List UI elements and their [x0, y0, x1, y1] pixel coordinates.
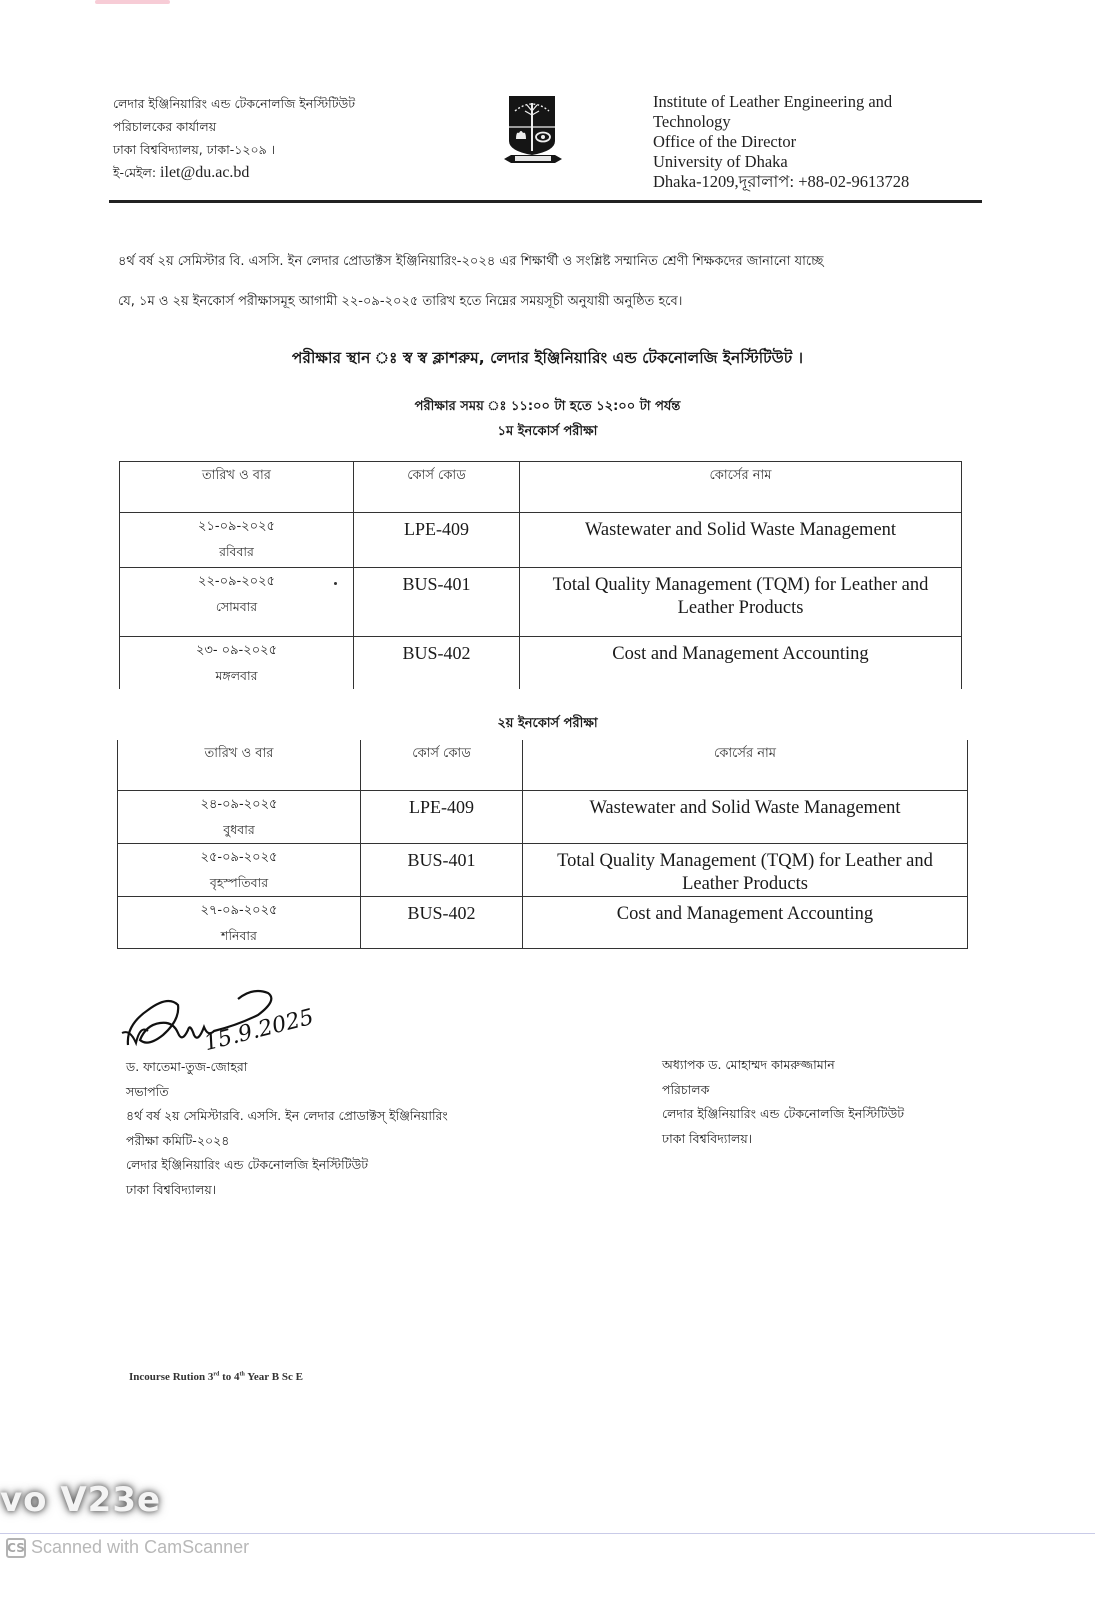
footer-text: to 4 [219, 1371, 240, 1383]
signature-block-chairperson [126, 1055, 448, 1202]
table-row [118, 791, 968, 844]
course-name: Cost and Management Accounting [616, 904, 874, 924]
exam-date: ২৫-০৯-২০২৫ [200, 850, 278, 865]
document-footer-note [129, 1371, 303, 1383]
date-day-cell [120, 568, 354, 637]
header-divider [109, 200, 982, 203]
column-header-course-code: কোর্স কোড [361, 740, 523, 791]
column-header-date-day: তারিখ ও বার [118, 740, 361, 791]
date-day-cell [118, 791, 361, 844]
signature-line: পরিচালক [662, 1081, 710, 1097]
signature-line: ড. ফাতেমা-তুজ-জোহরা [126, 1059, 248, 1074]
header-left-line: পরিচালকের কার্যালয় [113, 119, 217, 134]
email-address: ilet@du.ac.bd [160, 164, 250, 181]
course-code-cell [354, 513, 520, 568]
course-name-cell [523, 897, 968, 949]
signature-line: ৪র্থ বর্ষ ২য় সেমিস্টারবি. এসসি. ইন লেদার প্রোডাক্টস্ ইঞ্জিনিয়ারিং [126, 1108, 448, 1123]
course-name: Wastewater and Solid Waste Management [589, 798, 901, 818]
course-code: LPE-409 [409, 797, 474, 817]
exam-day: রবিবার [219, 544, 254, 559]
course-code: BUS-402 [402, 643, 471, 663]
course-code: LPE-409 [404, 519, 469, 539]
course-code: BUS-401 [402, 574, 471, 594]
signature-line: লেদার ইঞ্জিনিয়ারিং এন্ড টেকনোলজি ইনস্টিটিউট [126, 1157, 369, 1172]
date-day-cell [120, 637, 354, 690]
schedule-table-second-incourse [117, 740, 968, 949]
camscanner-footer [6, 1537, 249, 1558]
footer-text: Incourse Rution 3 [129, 1371, 214, 1383]
schedule-table-first-incourse [119, 461, 962, 689]
column-header-course-name: কোর্সের নাম [523, 740, 968, 791]
signature-date: 15.9.2025 [201, 1004, 317, 1057]
exam-day: মঙ্গলবার [215, 668, 258, 683]
column-header-date-day: তারিখ ও বার [120, 462, 354, 513]
exam-time: পরীক্ষার সময় ঃ ১১:০০ টা হতে ১২:০০ টা পর্যন্ত [414, 399, 681, 414]
course-name-cell [520, 568, 962, 637]
table-row [120, 637, 962, 690]
camera-watermark: vo V23e [0, 1480, 162, 1520]
intro-line: যে, ১ম ও ২য় ইনকোর্স পরীক্ষাসমূহ আগামী ২২-০৯-২০২৫ তারিখ হতে নিম্নের সময়সূচী অনুযায়ী অনুষ্ঠিত হবে। [118, 294, 683, 309]
course-name-cell [520, 637, 962, 690]
table-row [118, 897, 968, 949]
header-left-line: ঢাকা বিশ্ববিদ্যালয়, ঢাকা-১২০৯ । [113, 142, 276, 157]
course-code-cell [361, 791, 523, 844]
column-header-course-name: কোর্সের নাম [520, 462, 962, 513]
course-name-cell [523, 844, 968, 897]
course-code-cell [354, 568, 520, 637]
notice-intro [118, 242, 978, 322]
table-row [120, 568, 962, 637]
exam-date: ২৪-০৯-২০২৫ [200, 797, 278, 812]
exam-venue: পরীক্ষার স্থান ঃ স্ব স্ব ক্লাশরুম, লেদার ইঞ্জিনিয়ারিং এন্ড টেকনোলজি ইনস্টিটিউট । [291, 349, 804, 367]
scan-edge-mark [95, 0, 170, 4]
section-title-first-incourse: ১ম ইনকোর্স পরীক্ষা [497, 424, 598, 439]
course-code-cell [354, 637, 520, 690]
footer-superscript: th [239, 1371, 245, 1378]
email-label: ই-মেইল: [113, 165, 157, 180]
exam-date: ২১-০৯-২০২৫ [198, 519, 275, 534]
column-header-course-code: কোর্স কোড [354, 462, 520, 513]
course-code: BUS-401 [407, 850, 476, 870]
exam-date: ২৭-০৯-২০২৫ [200, 903, 278, 918]
exam-day: বৃহস্পতিবার [209, 875, 269, 890]
course-name: Total Quality Management (TQM) for Leather and Leather Products [552, 575, 929, 618]
course-code-cell [361, 844, 523, 897]
signature-block-director [662, 1053, 904, 1151]
table-row [120, 513, 962, 568]
signature-line: পরীক্ষা কমিটি-২০২৪ [126, 1132, 230, 1148]
date-day-cell [120, 513, 354, 568]
header-bengali-address [113, 92, 443, 184]
signature-line: লেদার ইঞ্জিনিয়ারিং এন্ড টেকনোলজি ইনস্টিটিউট [662, 1106, 905, 1121]
header-right-line: Dhaka-1209,দূরালাপ: +88-02-9613728 [653, 172, 910, 191]
camscanner-text: Scanned with CamScanner [31, 1537, 250, 1557]
camscanner-logo-icon: CS [6, 1538, 26, 1558]
table-row [118, 844, 968, 897]
university-crest-icon [503, 93, 563, 171]
header-right-line: Institute of Leather Engineering and [653, 92, 893, 111]
date-day-cell [118, 844, 361, 897]
exam-date: ২৩- ০৯-২০২৫ [195, 643, 278, 658]
footer-superscript: rd [213, 1371, 220, 1378]
signature-line: অধ্যাপক ড. মোহাম্মদ কামরুজ্জামান [662, 1057, 835, 1072]
exam-day: শনিবার [221, 928, 257, 943]
header-email-line [113, 161, 443, 184]
header-right-line: Technology [653, 112, 731, 131]
course-name-cell [520, 513, 962, 568]
exam-day: সোমবার [215, 599, 258, 614]
table-header-row [120, 462, 962, 513]
header-left-line: লেদার ইঞ্জিনিয়ারিং এন্ড টেকনোলজি ইনস্টিটিউট [113, 96, 356, 111]
course-code-cell [361, 897, 523, 949]
course-name: Cost and Management Accounting [612, 644, 869, 664]
date-day-cell [118, 897, 361, 949]
header-english-address [653, 92, 973, 192]
course-code: BUS-402 [407, 903, 476, 923]
table-header-row [118, 740, 968, 791]
signature-line: সভাপতি [126, 1083, 169, 1099]
exam-day: বুধবার [223, 822, 255, 837]
course-name-cell [523, 791, 968, 844]
signature-line: ঢাকা বিশ্ববিদ্যালয়। [662, 1130, 753, 1146]
course-name: Wastewater and Solid Waste Management [584, 520, 897, 540]
stray-ink-dot [334, 582, 337, 585]
scan-divider [0, 1533, 1095, 1534]
exam-date: ২২-০৯-২০২৫ [198, 574, 275, 589]
header-right-line: Office of the Director [653, 132, 797, 151]
footer-text: Year B Sc E [244, 1371, 303, 1383]
section-title-second-incourse: ২য় ইনকোর্স পরীক্ষা [497, 716, 598, 731]
signature-line: ঢাকা বিশ্ববিদ্যালয়। [126, 1181, 217, 1197]
course-name: Total Quality Management (TQM) for Leather and Leather Products [557, 851, 933, 894]
intro-line: ৪র্থ বর্ষ ২য় সেমিস্টার বি. এসসি. ইন লেদার প্রোডাক্টস ইঞ্জিনিয়ারিং-২০২৪ এর শিক্ষার্থী ও সংশ্লিষ্ট সম্মানিত শ্রেণী শিক্ষকদের জানানো যাচ্ছে [118, 254, 824, 269]
header-right-line: University of Dhaka [653, 152, 788, 171]
